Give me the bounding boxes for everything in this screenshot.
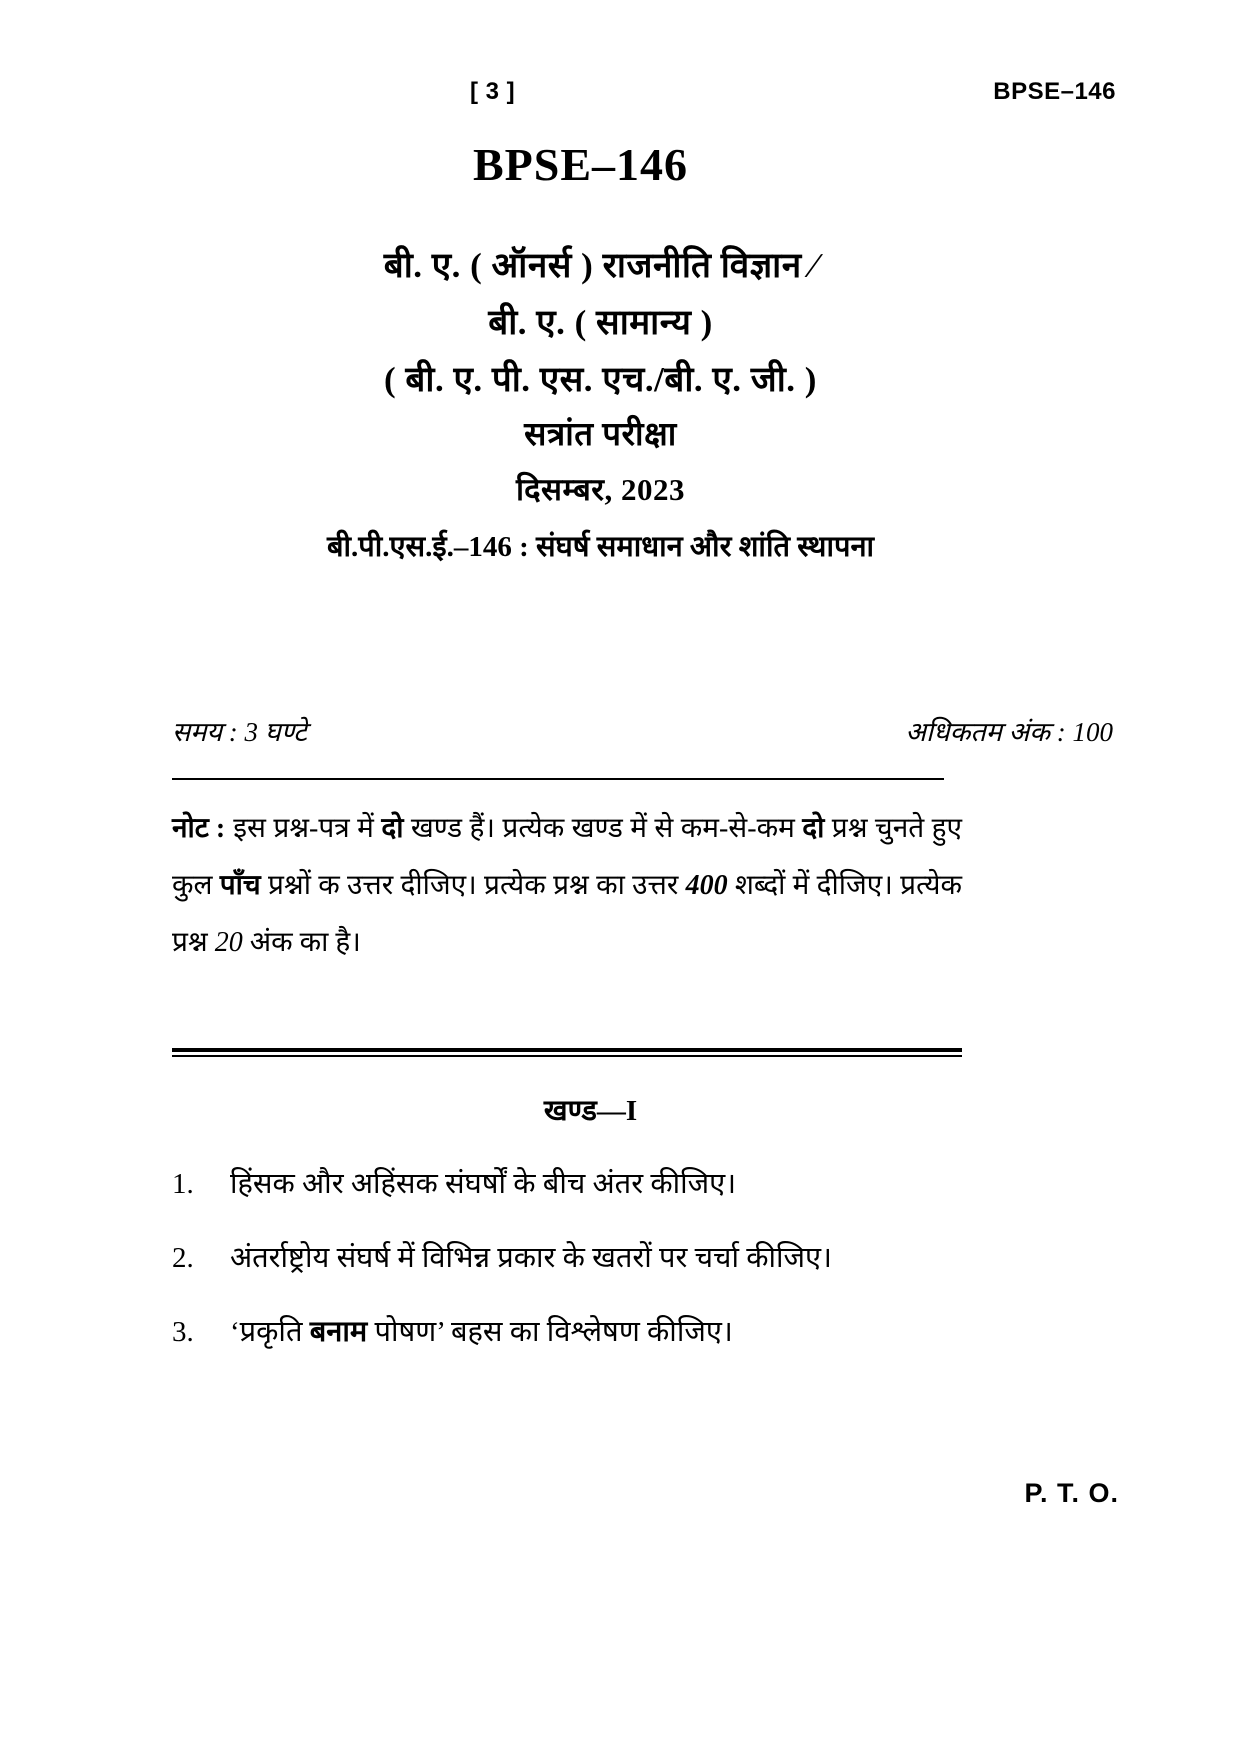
paper-code-title: BPSE–146: [472, 139, 689, 190]
exam-meta-row: [172, 712, 1123, 749]
section-heading: खण्ड—I: [543, 1095, 638, 1127]
exam-max-marks: अधिकतम अंक : 100: [905, 717, 1113, 747]
question-number: 1.: [172, 1168, 194, 1200]
rule-below-note: [172, 1048, 962, 1057]
rule-thin: [172, 1055, 962, 1057]
page-turn-over-label: P. T. O.: [1024, 1478, 1119, 1508]
question-number: 2.: [172, 1242, 194, 1274]
course-subject-line: बी.पी.एस.ई.–146 : संघर्ष समाधान और शांति स्थापना: [326, 531, 875, 563]
question-text: अंतर्राष्ट्रोय संघर्ष में विभिन्न प्रकार के खतरों पर चर्चा कीजिए।: [230, 1242, 833, 1274]
page-number: [ 3 ]: [470, 78, 516, 105]
exam-session-line: दिसम्बर, 2023: [516, 472, 685, 507]
title-block: [0, 248, 1241, 562]
question-text: हिंसक और अहिंसक संघर्षों के बीच अंतर कीजिए।: [230, 1168, 737, 1200]
exam-duration: समय : 3 घण्टे: [172, 717, 307, 747]
note-label: नोट :: [172, 813, 226, 844]
programme-line-1: बी. ए. ( ऑनर्स ) राजनीति विज्ञान ∕: [383, 246, 818, 285]
note-block: [172, 800, 962, 971]
header-paper-code: BPSE–146: [993, 78, 1116, 105]
question-list: [172, 1158, 962, 1380]
programme-line-2: बी. ए. ( सामान्य ): [488, 303, 713, 342]
note-text: इस प्रश्न-पत्र में दो खण्ड हैं। प्रत्येक खण्ड में से कम-से-कम दो प्रश्न चुनते हुए कुल पाँच प्रश्नों क उत्तर दीजिए। प्रत्येक प्रश्न का उत्तर 400 शब्दों में दीजिए। प्रत्येक प्रश्न 20 अंक का है।: [172, 813, 962, 958]
question-number: 3.: [172, 1316, 194, 1348]
question-item: [172, 1158, 962, 1210]
question-text: ‘प्रकृति बनाम पोषण’ बहस का विश्लेषण कीजिए।: [230, 1316, 733, 1348]
question-item: [172, 1232, 962, 1284]
exam-type-line: सत्रांत परीक्षा: [524, 417, 677, 453]
rule-above-note: [172, 778, 944, 780]
running-header: [170, 78, 1116, 106]
question-item: [172, 1306, 962, 1358]
programme-line-3: ( बी. ए. पी. एस. एच./बी. ए. जी. ): [384, 360, 817, 399]
